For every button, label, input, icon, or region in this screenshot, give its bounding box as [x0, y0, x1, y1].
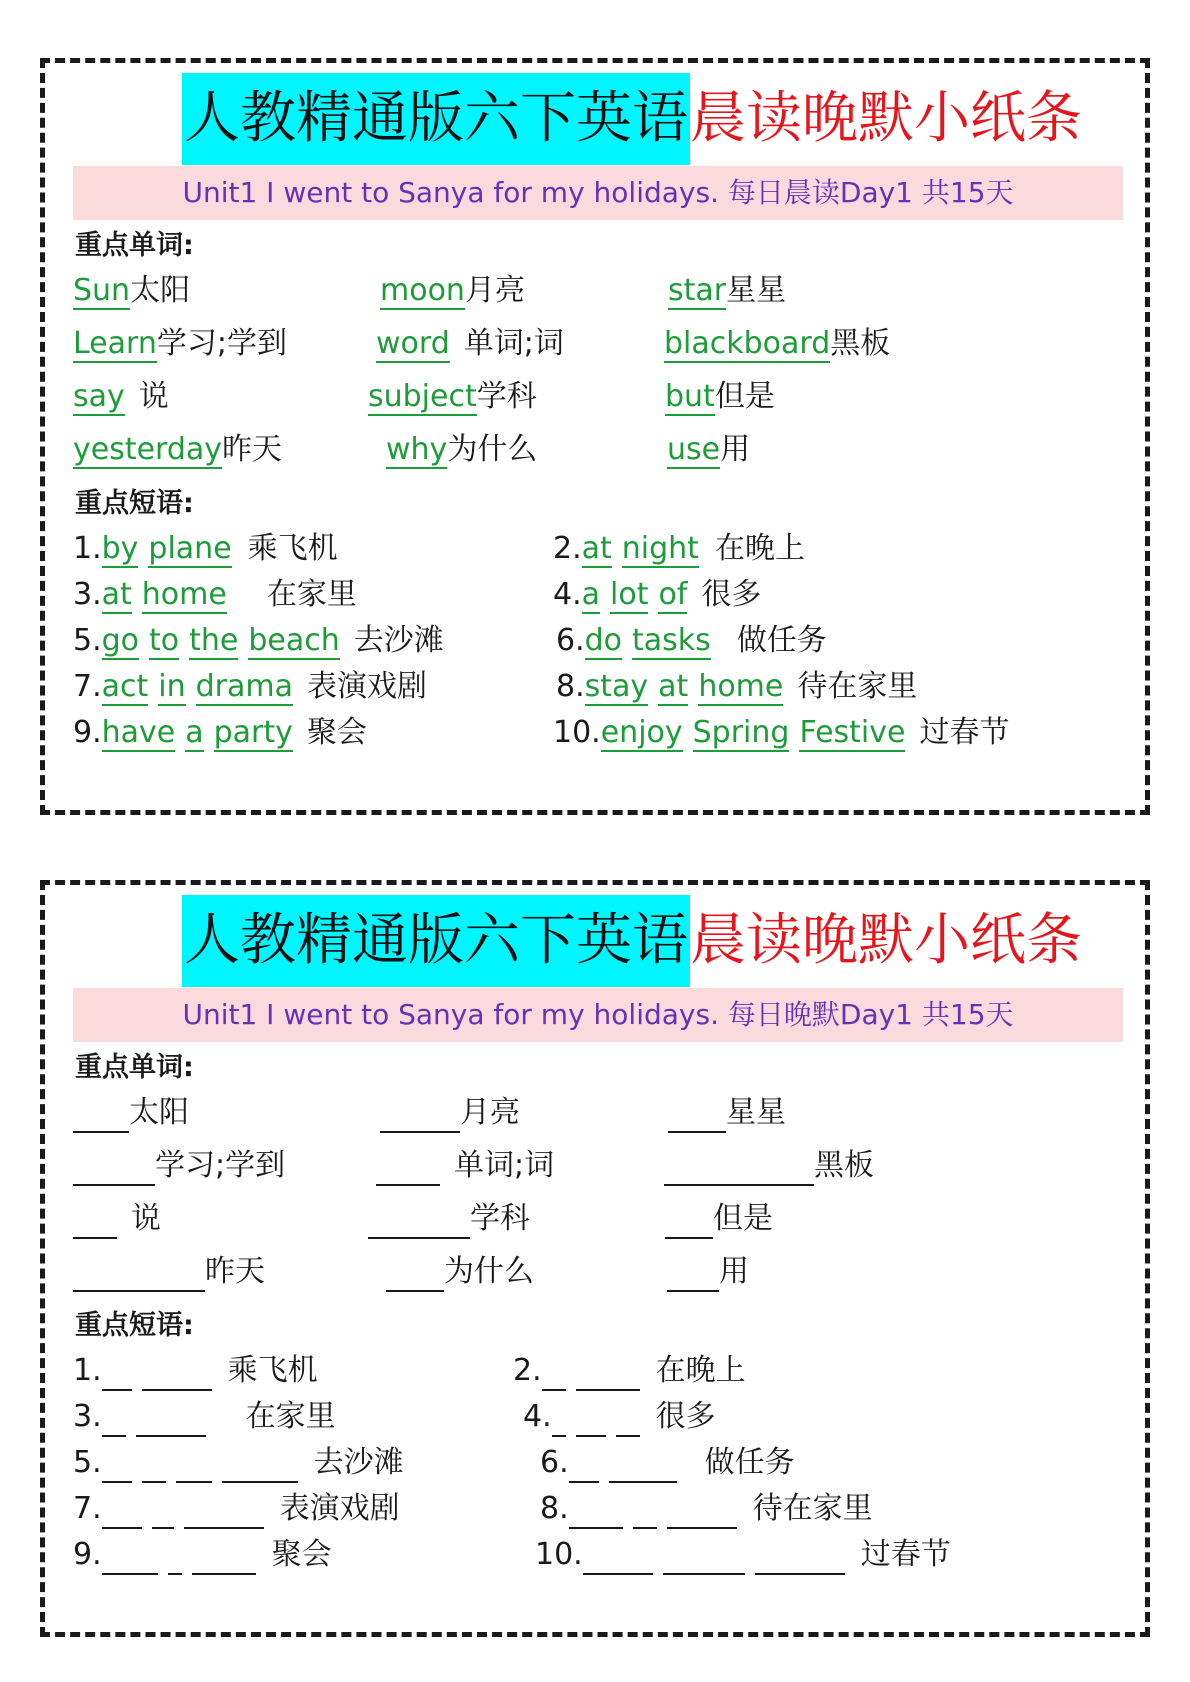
words-heading: 重点单词: [75, 1052, 194, 1083]
word-item: word 单词;词 [376, 326, 564, 361]
title-red: 晨读晚默小纸条 [690, 86, 1082, 151]
answer-blank[interactable] [386, 1258, 444, 1292]
answer-blank[interactable] [73, 1152, 155, 1186]
answer-blank[interactable] [222, 1449, 298, 1483]
phrase-item: 3.at home 在家里 [73, 577, 357, 612]
phrase-item: 10.enjoy Spring Festive 过春节 [553, 715, 1010, 750]
morning-reading-card [40, 58, 1150, 815]
phrase-item: 4.a lot of 很多 [553, 577, 762, 612]
answer-blank[interactable] [569, 1449, 599, 1483]
answer-blank[interactable] [102, 1403, 126, 1437]
blank-word-item: 学习;学到 [73, 1146, 285, 1186]
blank-phrase-item: 6. 做任务 [540, 1443, 795, 1483]
answer-blank[interactable] [542, 1357, 566, 1391]
card-title [182, 73, 1082, 165]
answer-blank[interactable] [192, 1541, 256, 1575]
answer-blank[interactable] [136, 1403, 206, 1437]
answer-blank[interactable] [73, 1205, 117, 1239]
blank-word-item: 星星 [668, 1093, 786, 1133]
blank-word-item: 单词;词 [376, 1146, 554, 1186]
blank-word-item: 学科 [368, 1199, 530, 1239]
answer-blank[interactable] [73, 1099, 129, 1133]
blank-phrase-item: 9. 聚会 [73, 1535, 332, 1575]
blank-phrase-item: 1. 乘飞机 [73, 1351, 318, 1391]
word-item: use用 [667, 432, 751, 467]
answer-blank[interactable] [368, 1205, 470, 1239]
blank-word-item: 昨天 [73, 1252, 265, 1292]
word-item: star星星 [668, 273, 787, 308]
blank-phrase-item: 2. 在晚上 [513, 1351, 746, 1391]
answer-blank[interactable] [184, 1495, 264, 1529]
evening-dictation-card [40, 880, 1150, 1637]
answer-blank[interactable] [583, 1541, 653, 1575]
answer-blank[interactable] [380, 1099, 460, 1133]
blank-word-item: 说 [73, 1199, 161, 1239]
answer-blank[interactable] [376, 1152, 440, 1186]
phrases-heading: 重点短语: [75, 1310, 194, 1341]
words-heading: 重点单词: [75, 230, 194, 261]
answer-blank[interactable] [663, 1541, 745, 1575]
word-item: why为什么 [386, 432, 538, 467]
answer-blank[interactable] [102, 1541, 158, 1575]
answer-blank[interactable] [152, 1495, 174, 1529]
phrase-item: 6.do tasks 做任务 [556, 623, 827, 658]
card-title [182, 895, 1082, 987]
phrases-heading: 重点短语: [75, 488, 194, 519]
answer-blank[interactable] [609, 1449, 677, 1483]
answer-blank[interactable] [665, 1205, 713, 1239]
phrase-item: 2.at night 在晚上 [553, 531, 805, 566]
blank-word-item: 月亮 [380, 1093, 520, 1133]
answer-blank[interactable] [576, 1357, 640, 1391]
answer-blank[interactable] [142, 1449, 166, 1483]
word-item: yesterday昨天 [73, 432, 283, 467]
answer-blank[interactable] [668, 1099, 726, 1133]
answer-blank[interactable] [142, 1357, 212, 1391]
word-item: moon月亮 [380, 273, 525, 308]
blank-word-item: 太阳 [73, 1093, 189, 1133]
unit-subtitle: Unit1 I went to Sanya for my holidays. 每日晨读Day1 共15天 [73, 166, 1123, 220]
title-red: 晨读晚默小纸条 [690, 908, 1082, 973]
answer-blank[interactable] [552, 1403, 566, 1437]
word-item: Sun太阳 [73, 273, 191, 308]
phrase-item: 8.stay at home 待在家里 [556, 669, 918, 704]
blank-phrase-item: 3. 在家里 [73, 1397, 336, 1437]
answer-blank[interactable] [664, 1152, 814, 1186]
blank-phrase-item: 5. 去沙滩 [73, 1443, 404, 1483]
phrase-item: 5.go to the beach 去沙滩 [73, 623, 444, 658]
phrase-item: 7.act in drama 表演戏剧 [73, 669, 427, 704]
phrase-item: 9.have a party 聚会 [73, 715, 367, 750]
word-item: Learn学习;学到 [73, 326, 287, 361]
unit-subtitle: Unit1 I went to Sanya for my holidays. 每日晚默Day1 共15天 [73, 988, 1123, 1042]
word-item: say 说 [73, 379, 169, 414]
blank-phrase-item: 10. 过春节 [535, 1535, 951, 1575]
blank-word-item: 黑板 [664, 1146, 874, 1186]
blank-word-item: 为什么 [386, 1252, 534, 1292]
answer-blank[interactable] [616, 1403, 640, 1437]
blank-phrase-item: 4. 很多 [523, 1397, 716, 1437]
blank-word-item: 用 [667, 1252, 749, 1292]
title-highlight: 人教精通版六下英语 [182, 73, 690, 165]
answer-blank[interactable] [667, 1258, 719, 1292]
answer-blank[interactable] [755, 1541, 845, 1575]
blank-word-item: 但是 [665, 1199, 773, 1239]
answer-blank[interactable] [73, 1258, 205, 1292]
word-item: but但是 [665, 379, 775, 414]
blank-phrase-item: 7. 表演戏剧 [73, 1489, 400, 1529]
answer-blank[interactable] [102, 1449, 132, 1483]
answer-blank[interactable] [667, 1495, 737, 1529]
phrase-item: 1.by plane 乘飞机 [73, 531, 338, 566]
word-item: blackboard黑板 [664, 326, 891, 361]
answer-blank[interactable] [102, 1495, 142, 1529]
answer-blank[interactable] [633, 1495, 657, 1529]
title-highlight: 人教精通版六下英语 [182, 895, 690, 987]
answer-blank[interactable] [176, 1449, 212, 1483]
answer-blank[interactable] [576, 1403, 606, 1437]
answer-blank[interactable] [168, 1541, 182, 1575]
blank-phrase-item: 8. 待在家里 [540, 1489, 873, 1529]
word-item: subject学科 [368, 379, 537, 414]
answer-blank[interactable] [102, 1357, 132, 1391]
answer-blank[interactable] [569, 1495, 623, 1529]
